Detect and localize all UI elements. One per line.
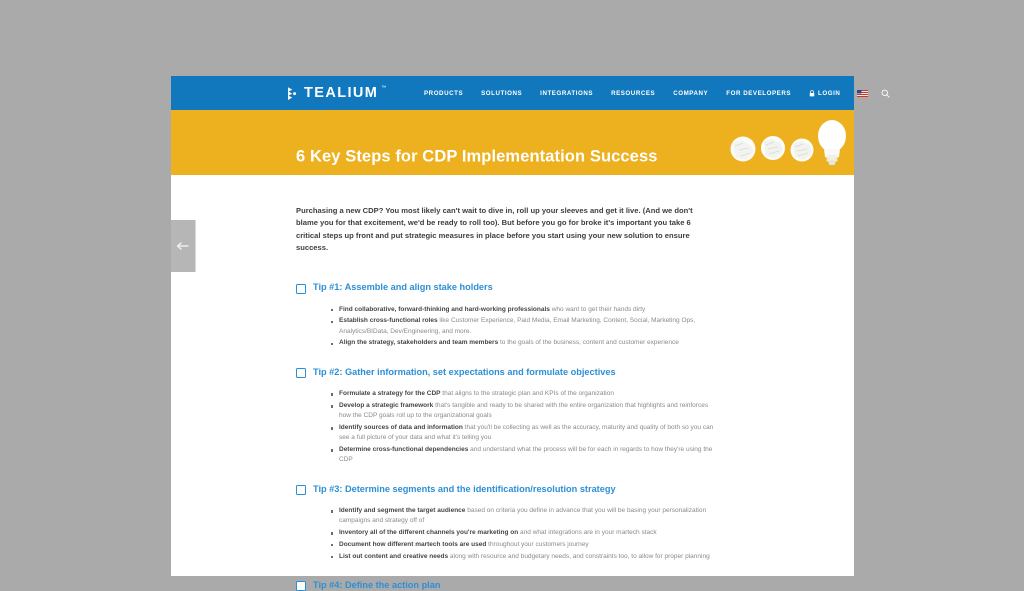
page-title: 6 Key Steps for CDP Implementation Success [296, 147, 658, 166]
nav-item-for-developers[interactable]: FOR DEVELOPERS [726, 89, 792, 97]
search-icon[interactable] [881, 89, 890, 98]
list-item [331, 445, 716, 466]
login-label: LOGIN [818, 89, 841, 97]
tip-4-checkbox[interactable] [296, 581, 306, 591]
bullet-rest: like Customer Experience, Paid Media, Email Marketing, Content, Social, Marketing Ops, Analytics/BIData, Dev/Engineering, and more. [339, 317, 696, 335]
tealium-logo[interactable] [287, 84, 386, 102]
bullet-rest: along with resource and budgetary needs, and constraints too, to allow for proper planning [448, 552, 710, 560]
list-item [331, 528, 716, 538]
site-header-nav [171, 76, 854, 110]
browser-page [171, 76, 854, 590]
trademark-symbol: ™ [381, 85, 387, 91]
nav-item-integrations[interactable]: INTEGRATIONS [540, 89, 594, 97]
tealium-wordmark: TEALIUM [304, 85, 379, 102]
tip-2-title: Tip #2: Gather information, set expectations and formulate objectives [313, 366, 616, 377]
bullet-rest: and what integrations are in your martech stack [518, 529, 657, 537]
primary-nav-list [415, 76, 890, 110]
bullet-rest: and understand what the process will be for each in regards to how they're using the CDP [339, 446, 713, 464]
bullet-lead: Establish cross-functional roles [339, 317, 438, 325]
back-navigation-tab[interactable] [171, 220, 196, 272]
bullet-lead: Document how different martech tools are used [339, 540, 487, 548]
tip-1-title: Tip #1: Assemble and align stake holders [313, 282, 493, 293]
tip-4-heading [296, 580, 716, 591]
list-item [331, 401, 716, 422]
list-item [331, 540, 716, 550]
list-item [331, 338, 716, 348]
tip-1-checkbox[interactable] [296, 284, 306, 294]
bullet-rest: based on criteria you define in advance that you will be basing your personalization campaigns and strategy off of [339, 507, 707, 525]
tip-3-heading [296, 484, 716, 496]
us-flag-icon[interactable] [857, 90, 868, 97]
bullet-lead: Identify sources of data and information [339, 424, 463, 432]
login-link[interactable] [800, 90, 849, 97]
tip-2-bullet-list [296, 389, 716, 465]
list-item [331, 506, 716, 527]
crumpled-paper-and-lightbulb-illustration [719, 110, 854, 175]
bullet-rest: that aligns to the strategic plan and KPIs of the organization [440, 390, 614, 398]
nav-item-company[interactable]: COMPANY [673, 89, 709, 97]
tip-3-title: Tip #3: Determine segments and the identification/resolution strategy [313, 483, 616, 494]
tip-2-heading [296, 367, 716, 379]
list-item [331, 305, 716, 315]
bullet-lead: Identify and segment the target audience [339, 507, 466, 515]
tip-block-3 [296, 484, 716, 562]
bullet-lead: Formulate a strategy for the CDP [339, 390, 441, 398]
bullet-rest: throughout your customers journey [486, 540, 589, 548]
bullet-rest: that you'll be collecting as well as the accuracy, maturity and quality of both so you can see a full picture of your data and what it's telling you [339, 424, 714, 442]
tip-block-1 [296, 282, 716, 349]
tip-1-bullet-list [296, 305, 716, 349]
hero-banner [171, 110, 854, 175]
article-column [296, 205, 716, 591]
tip-1-heading [296, 282, 716, 294]
bullet-lead: Determine cross-functional dependencies [339, 446, 469, 454]
bullet-lead: Develop a strategic framework [339, 402, 434, 410]
tealium-chevron-logo-icon [287, 86, 301, 101]
nav-item-solutions[interactable]: SOLUTIONS [481, 89, 523, 97]
tip-3-bullet-list [296, 506, 716, 562]
list-item [331, 552, 716, 562]
lock-icon [809, 90, 815, 97]
bullet-rest: that's tangible and ready to be shared with the entire organization that highlights and reinforces how the CDP goals roll up to the organizational goals [339, 402, 709, 420]
tip-4-title: Tip #4: Define the action plan [313, 579, 441, 590]
list-item [331, 423, 716, 444]
bullet-lead: Inventory all of the different channels you're marketing on [339, 529, 519, 537]
tip-block-4 [296, 580, 716, 591]
intro-paragraph: Purchasing a new CDP? You most likely can't wait to dive in, roll up your sleeves and get it live. (And we don't blame you for that excitement, we'd be ready to roll too). But before you go for broke it's important you take 6 critical steps up front and put strategic measures in place before you start using your new solution to ensure success. [296, 206, 693, 252]
nav-item-resources[interactable]: RESOURCES [611, 89, 656, 97]
nav-item-products[interactable]: PRODUCTS [424, 89, 464, 97]
tip-block-2 [296, 367, 716, 466]
bullet-lead: Align the strategy, stakeholders and team members [339, 339, 499, 347]
tip-3-checkbox[interactable] [296, 485, 306, 495]
article-body [171, 175, 854, 591]
tip-2-checkbox[interactable] [296, 368, 306, 378]
bullet-lead: List out content and creative needs [339, 552, 449, 560]
list-item [331, 316, 716, 337]
list-item [331, 389, 716, 399]
bullet-rest: who want to get their hands dirty [549, 305, 646, 313]
bullet-rest: to the goals of the business, content and customer experience [498, 339, 679, 347]
arrow-left-icon [176, 242, 190, 250]
bullet-lead: Find collaborative, forward-thinking and hard-working professionals [339, 305, 550, 313]
